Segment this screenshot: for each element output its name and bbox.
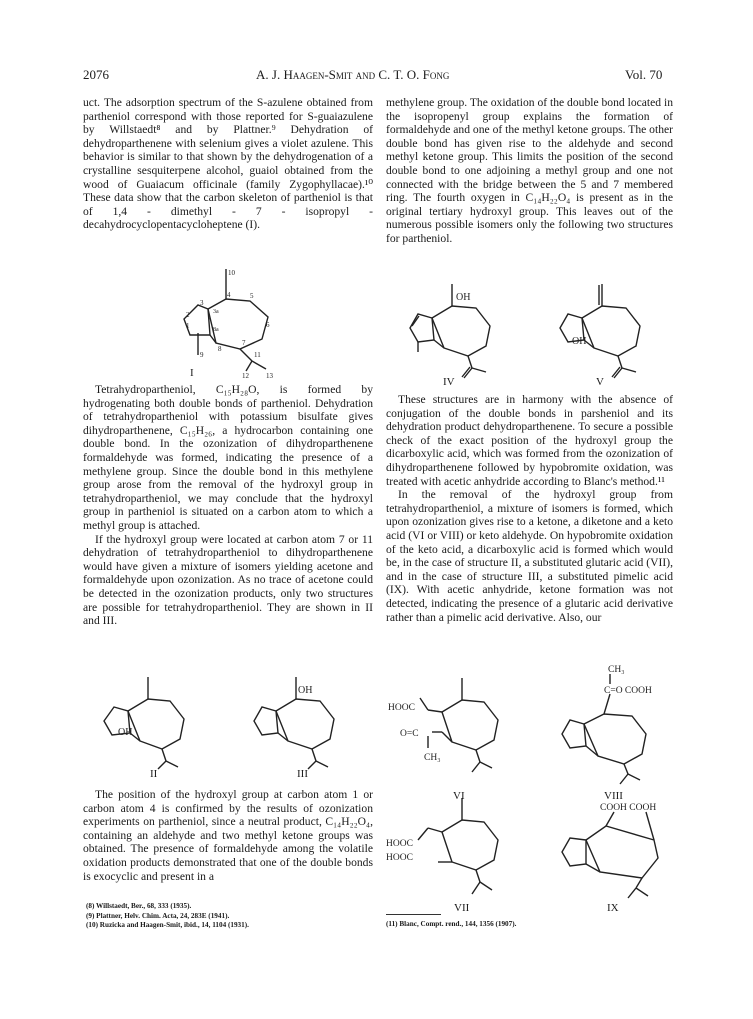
locant-label: 3 [200, 299, 204, 307]
right-column-top [386, 96, 673, 246]
paragraph: methylene group. The oxidation of the double bond located in the isopropenyl group explains the formation of formaldehyde and one of the methyl ketone groups. The other double bond has given rise to the aldehyde and second methyl ketone group. This limits the position of the second double bond to one adjoining a methyl group and one not connected with the bridge between the 5 and 7 membered ring. The fourth oxygen in C₁₄H₂₂O₄ is present as in the original tertiary hydroxyl group. This leaves out of the numerous possible isomers only the following two structures for partheniol. [386, 96, 673, 245]
structure-label: VI [453, 790, 465, 802]
locant-label: 8 [218, 345, 222, 353]
structure-I [170, 265, 300, 380]
structure-VII [384, 796, 504, 901]
structure-label: I [190, 367, 194, 379]
paragraph: uct. The adsorption spectrum of the S-azulene obtained from partheniol correspond with those reported for S-guaiazulene by Willstaedt⁸ and by Plattner.⁹ Dehydration of dehydroparthenene with selenium gives a violet azulene. This behavior is similar to that shown by the dehydrogenation of a crystalline sesquiterpene alcohol, guaiol obtained from the wood of Guaiacum officinale (family Zygophyllacae).¹⁰ These data show that the carbon skeleton of partheniol is that of 1,4 - dimethyl - 7 - isopropyl - decahydrocyclopentacycloheptene (I). [83, 96, 373, 232]
footnotes-right [386, 920, 676, 930]
structure-III [250, 675, 360, 770]
structure-VI [384, 676, 504, 786]
carboxyl-label: HOOC [388, 703, 415, 713]
locant-label: 3a [213, 309, 219, 315]
footnotes-left [86, 902, 376, 931]
carboxyl-label: HOOC [386, 839, 413, 849]
right-column-middle [386, 393, 673, 624]
locant-label: 6 [266, 321, 270, 329]
locant-label: 9 [200, 351, 204, 359]
locant-label: 11 [254, 351, 261, 359]
left-column-top [83, 96, 373, 232]
structure-label: IV [443, 376, 455, 388]
structure-label: VII [454, 902, 470, 914]
paragraph: In the removal of the hydroxyl group from tetrahydropartheniol, a mixture of isomers is formed, which upon ozonization gives rise to a ketone, a diketone and a keto acid (VI or VIII) or keto aldehyde. On hypobromite oxidation of the keto acid, a dicarboxylic acid is formed which would be, in the case of structure II, a substituted glutaric acid (VII), and in the case of structure III, a substituted pimelic acid (IX). With acetic anhydride, ketone formation was not detected, indicating the presence of a glutaric acid derivative rather than a pimelic acid derivative. Also, our [386, 488, 673, 624]
methyl-label: CH₃ [424, 753, 441, 763]
structure-label: V [596, 376, 604, 388]
carbonyl-label: O=C [400, 729, 419, 739]
hydroxyl-label: OH [298, 685, 313, 696]
structure-label: IX [607, 902, 619, 914]
volume-label: Vol. 70 [625, 67, 663, 82]
locant-label: 10 [228, 269, 235, 277]
carboxyl-label: HOOC [386, 853, 413, 863]
locant-label: 5 [250, 292, 254, 300]
structure-label: III [297, 768, 308, 780]
keto-acid-label: C=O COOH [604, 686, 652, 696]
footnote-rule [386, 914, 441, 915]
locant-label: 8a [213, 327, 219, 333]
methyl-label: CH₃ [608, 665, 625, 675]
running-title: A. J. Haagen-Smit and C. T. O. Fong [256, 67, 450, 82]
hydroxyl-label: OH [572, 336, 587, 347]
left-column-middle [83, 383, 373, 628]
structure-IV [406, 282, 516, 382]
page-number: 2076 [83, 67, 109, 82]
hydroxyl-label: OH [118, 727, 133, 738]
footnote: (11) Blanc, Compt. rend., 144, 1356 (1907). [386, 920, 517, 928]
locant-label: 1 [186, 322, 190, 330]
structure-VIII [558, 662, 688, 787]
carboxyl-label: COOH COOH [600, 803, 657, 813]
structure-label: II [150, 768, 158, 780]
locant-label: 4 [227, 291, 231, 299]
paragraph: The position of the hydroxyl group at carbon atom 1 or carbon atom 4 is confirmed by the results of ozonization experiments on partheniol, since a neutral product, C₁₄H₂₂O₄, containing an aldehyde and two methyl ketone groups was obtained. The presence of formaldehyde among the volatile oxidation products demonstrated that one of the double bonds is exocyclic and present in a [83, 788, 373, 883]
locant-label: 7 [242, 339, 246, 347]
structure-II [100, 675, 210, 770]
locant-label: 13 [266, 372, 273, 380]
structure-V [556, 282, 666, 382]
left-column-bottom [83, 788, 373, 883]
locant-label: 12 [242, 372, 249, 380]
paragraph: If the hydroxyl group were located at carbon atom 7 or 11 dehydration of tetrahydropartheniol to dihydroparthenene would have given a mixture of isomers yielding acetone and formaldehyde upon ozonization. As no trace of acetone could be detected in the ozonization products, only two structures are possible for tetrahydropartheniol. They are shown in II and III. [83, 532, 373, 628]
hydroxyl-label: OH [456, 292, 471, 303]
footnote: (8) Willstaedt, Ber., 68, 333 (1935). [86, 902, 192, 910]
structure-IX [558, 800, 688, 905]
footnote: (10) Ruzicka and Haagen-Smit, ibid., 14, 1104 (1931). [86, 921, 249, 930]
paragraph: These structures are in harmony with the absence of conjugation of the double bonds in parsheniol and its dehydration product dehydroparthenene. To secure a possible check of the exact position of the hydroxyl group the dicarboxylic acid, which was formed from the ozonization of dihydroparthenene followed by hypobromite oxidation, was treated with acetic anhydride according to Blanc's method.¹¹ [386, 393, 673, 488]
structure-label: VIII [604, 790, 623, 802]
paragraph: Tetrahydropartheniol, C₁₅H₂₈O, is formed by hydrogenating both double bonds of partheniol. Dehydration of tetrahydropartheniol with potassium bisulfate gives dihydroparthenene, C₁₅H₂₆, a hydrocarbon containing one double bond. In the ozonization of dihydroparthenene formaldehyde was formed, indicating the presence of a methylene group. Since the double bond in this methylene group arose from the removal of the hydroxyl group in tetrahydropartheniol, we may conclude that the hydroxyl group in partheniol is situated on a carbon atom to which a methyl group is attached. [83, 383, 373, 532]
locant-label: 2 [186, 311, 190, 319]
footnote: (9) Plattner, Helv. Chim. Acta, 24, 283E (1941). [86, 911, 230, 920]
